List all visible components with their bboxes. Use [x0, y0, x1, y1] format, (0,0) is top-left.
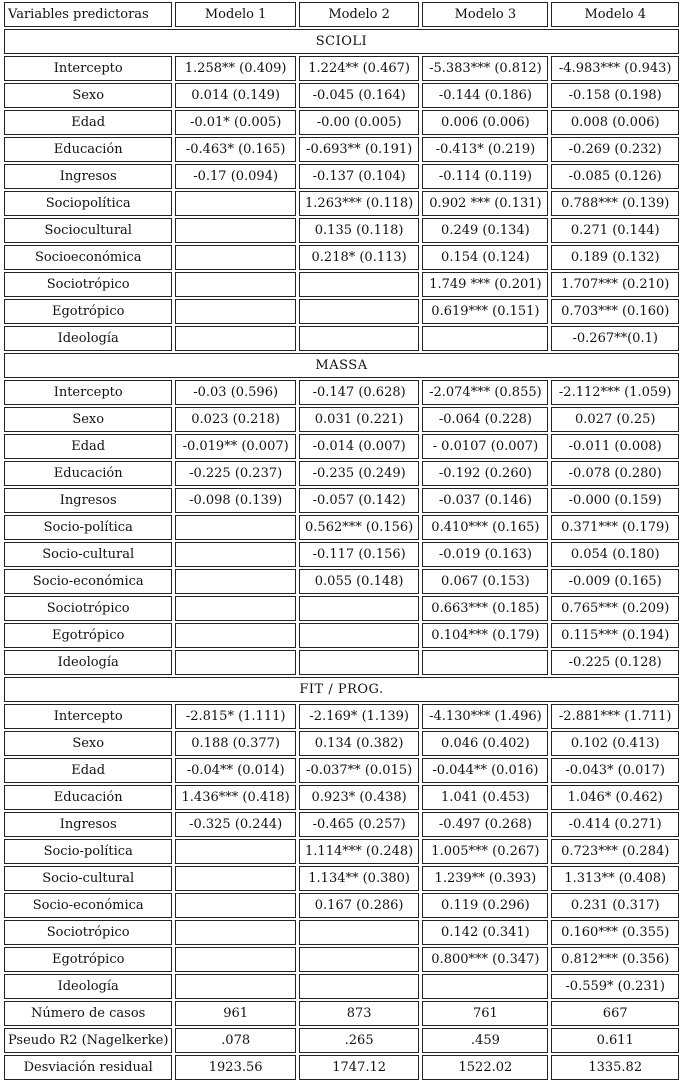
cell-model-1: 0.188 (0.377)	[175, 731, 295, 756]
cell-model-1: -0.098 (0.139)	[175, 488, 295, 513]
cell-model-4: -0.085 (0.126)	[551, 164, 679, 189]
cell-model-3: -0.037 (0.146)	[422, 488, 548, 513]
cell-model-3: 0.663*** (0.185)	[422, 596, 548, 621]
cell-model-4: 0.765*** (0.209)	[551, 596, 679, 621]
cell-model-4: 1335.82	[551, 1055, 679, 1080]
cell-model-3: 0.249 (0.134)	[422, 218, 548, 243]
cell-model-2	[299, 974, 419, 999]
table-row	[4, 515, 679, 540]
cell-model-1	[175, 623, 295, 648]
cell-model-2	[299, 947, 419, 972]
table-row	[4, 920, 679, 945]
summary-row	[4, 1001, 679, 1026]
cell-model-4: 0.812*** (0.356)	[551, 947, 679, 972]
cell-model-1: -0.17 (0.094)	[175, 164, 295, 189]
cell-model-2: -0.117 (0.156)	[299, 542, 419, 567]
cell-model-2: 0.031 (0.221)	[299, 407, 419, 432]
cell-model-3: 0.142 (0.341)	[422, 920, 548, 945]
cell-model-2: 1.134** (0.380)	[299, 866, 419, 891]
cell-model-2	[299, 272, 419, 297]
cell-model-2: 1.114*** (0.248)	[299, 839, 419, 864]
cell-model-2: 0.055 (0.148)	[299, 569, 419, 594]
row-label: Socio-cultural	[4, 866, 172, 891]
cell-model-3: 1.005*** (0.267)	[422, 839, 548, 864]
row-label: Ingresos	[4, 164, 172, 189]
section-header-row	[4, 29, 679, 54]
table-row	[4, 110, 679, 135]
table-row	[4, 596, 679, 621]
cell-model-3	[422, 974, 548, 999]
cell-model-4: 0.115*** (0.194)	[551, 623, 679, 648]
cell-model-1: 1.436*** (0.418)	[175, 785, 295, 810]
row-label: Educación	[4, 461, 172, 486]
table-row	[4, 164, 679, 189]
row-label: Pseudo R2 (Nagelkerke)	[4, 1028, 172, 1053]
table-row	[4, 812, 679, 837]
cell-model-4: 0.027 (0.25)	[551, 407, 679, 432]
table-row	[4, 542, 679, 567]
cell-model-2: 1.263*** (0.118)	[299, 191, 419, 216]
cell-model-1	[175, 272, 295, 297]
cell-model-3: -0.144 (0.186)	[422, 83, 548, 108]
table-row	[4, 704, 679, 729]
cell-model-1	[175, 245, 295, 270]
cell-model-1: 961	[175, 1001, 295, 1026]
cell-model-4: -4.983*** (0.943)	[551, 56, 679, 81]
row-label: Ideología	[4, 326, 172, 351]
cell-model-2: -0.465 (0.257)	[299, 812, 419, 837]
row-label: Socio-económica	[4, 893, 172, 918]
table-row	[4, 623, 679, 648]
cell-model-3: -0.064 (0.228)	[422, 407, 548, 432]
table-row	[4, 137, 679, 162]
cell-model-2: .265	[299, 1028, 419, 1053]
cell-model-1: -0.019** (0.007)	[175, 434, 295, 459]
cell-model-4: 667	[551, 1001, 679, 1026]
cell-model-2: -0.147 (0.628)	[299, 380, 419, 405]
cell-model-1	[175, 326, 295, 351]
cell-model-3: -2.074*** (0.855)	[422, 380, 548, 405]
header-label: Variables predictoras	[4, 2, 172, 27]
cell-model-2	[299, 650, 419, 675]
cell-model-2: -0.014 (0.007)	[299, 434, 419, 459]
section-title: SCIOLI	[4, 29, 679, 54]
cell-model-4: -2.112*** (1.059)	[551, 380, 679, 405]
cell-model-4: -0.158 (0.198)	[551, 83, 679, 108]
cell-model-1: .078	[175, 1028, 295, 1053]
cell-model-2: -0.045 (0.164)	[299, 83, 419, 108]
table-row	[4, 758, 679, 783]
table-row	[4, 191, 679, 216]
cell-model-3: 0.902 *** (0.131)	[422, 191, 548, 216]
cell-model-4: -0.009 (0.165)	[551, 569, 679, 594]
row-label: Socio-política	[4, 515, 172, 540]
cell-model-1: -0.04** (0.014)	[175, 758, 295, 783]
row-label: Educación	[4, 785, 172, 810]
header-model-4: Modelo 4	[551, 2, 679, 27]
cell-model-2: -0.235 (0.249)	[299, 461, 419, 486]
cell-model-1: -0.225 (0.237)	[175, 461, 295, 486]
cell-model-4: 0.788*** (0.139)	[551, 191, 679, 216]
cell-model-4: 0.160*** (0.355)	[551, 920, 679, 945]
cell-model-1	[175, 191, 295, 216]
header-model-1: Modelo 1	[175, 2, 295, 27]
table-row	[4, 785, 679, 810]
table-row	[4, 947, 679, 972]
section-title: FIT / PROG.	[4, 677, 679, 702]
cell-model-3: 1.239** (0.393)	[422, 866, 548, 891]
cell-model-3: -0.192 (0.260)	[422, 461, 548, 486]
cell-model-1	[175, 299, 295, 324]
cell-model-2	[299, 920, 419, 945]
row-label: Socioeconómica	[4, 245, 172, 270]
row-label: Educación	[4, 137, 172, 162]
cell-model-4: -0.267**(0.1)	[551, 326, 679, 351]
cell-model-3: 0.119 (0.296)	[422, 893, 548, 918]
row-label: Edad	[4, 434, 172, 459]
cell-model-3: 0.410*** (0.165)	[422, 515, 548, 540]
cell-model-1	[175, 893, 295, 918]
cell-model-4: -0.269 (0.232)	[551, 137, 679, 162]
cell-model-4: -0.078 (0.280)	[551, 461, 679, 486]
row-label: Sociopolítica	[4, 191, 172, 216]
regression-table	[1, 0, 682, 1082]
cell-model-2: 0.923* (0.438)	[299, 785, 419, 810]
header-row	[4, 2, 679, 27]
summary-row	[4, 1055, 679, 1080]
table-row	[4, 245, 679, 270]
table-row	[4, 974, 679, 999]
cell-model-2	[299, 326, 419, 351]
cell-model-1	[175, 542, 295, 567]
row-label: Número de casos	[4, 1001, 172, 1026]
cell-model-1: 0.023 (0.218)	[175, 407, 295, 432]
table-row	[4, 56, 679, 81]
cell-model-3: -0.114 (0.119)	[422, 164, 548, 189]
cell-model-3: 0.067 (0.153)	[422, 569, 548, 594]
table-row	[4, 569, 679, 594]
row-label: Intercepto	[4, 380, 172, 405]
cell-model-2	[299, 299, 419, 324]
cell-model-2: 1.224** (0.467)	[299, 56, 419, 81]
section-title: MASSA	[4, 353, 679, 378]
cell-model-3: 1522.02	[422, 1055, 548, 1080]
cell-model-1: -0.325 (0.244)	[175, 812, 295, 837]
cell-model-3: -0.019 (0.163)	[422, 542, 548, 567]
cell-model-1: -0.01* (0.005)	[175, 110, 295, 135]
row-label: Desviación residual	[4, 1055, 172, 1080]
cell-model-1: 0.014 (0.149)	[175, 83, 295, 108]
cell-model-2: -0.693** (0.191)	[299, 137, 419, 162]
cell-model-1	[175, 596, 295, 621]
cell-model-4: 1.046* (0.462)	[551, 785, 679, 810]
cell-model-4: -2.881*** (1.711)	[551, 704, 679, 729]
table-row	[4, 488, 679, 513]
row-label: Egotrópico	[4, 947, 172, 972]
cell-model-3: .459	[422, 1028, 548, 1053]
row-label: Egotrópico	[4, 299, 172, 324]
header-model-3: Modelo 3	[422, 2, 548, 27]
cell-model-4: 0.008 (0.006)	[551, 110, 679, 135]
row-label: Sexo	[4, 731, 172, 756]
cell-model-2: -0.00 (0.005)	[299, 110, 419, 135]
table-row	[4, 839, 679, 864]
cell-model-2: -0.057 (0.142)	[299, 488, 419, 513]
row-label: Socio-política	[4, 839, 172, 864]
cell-model-4: 0.054 (0.180)	[551, 542, 679, 567]
cell-model-1	[175, 839, 295, 864]
cell-model-3: 1.749 *** (0.201)	[422, 272, 548, 297]
cell-model-1: 1923.56	[175, 1055, 295, 1080]
cell-model-3	[422, 650, 548, 675]
cell-model-4: 0.611	[551, 1028, 679, 1053]
table-row	[4, 866, 679, 891]
row-label: Intercepto	[4, 704, 172, 729]
cell-model-3: 0.046 (0.402)	[422, 731, 548, 756]
cell-model-3: -5.383*** (0.812)	[422, 56, 548, 81]
cell-model-3: -0.497 (0.268)	[422, 812, 548, 837]
row-label: Socio-cultural	[4, 542, 172, 567]
summary-row	[4, 1028, 679, 1053]
cell-model-3: - 0.0107 (0.007)	[422, 434, 548, 459]
cell-model-2	[299, 623, 419, 648]
cell-model-1	[175, 218, 295, 243]
cell-model-2: 1747.12	[299, 1055, 419, 1080]
cell-model-3: -4.130*** (1.496)	[422, 704, 548, 729]
cell-model-3: 0.006 (0.006)	[422, 110, 548, 135]
table-row	[4, 461, 679, 486]
cell-model-1	[175, 866, 295, 891]
table-row	[4, 731, 679, 756]
row-label: Sociocultural	[4, 218, 172, 243]
table-row	[4, 893, 679, 918]
cell-model-2: -0.037** (0.015)	[299, 758, 419, 783]
table-row	[4, 650, 679, 675]
cell-model-4: 1.707*** (0.210)	[551, 272, 679, 297]
cell-model-3	[422, 326, 548, 351]
row-label: Edad	[4, 758, 172, 783]
cell-model-1	[175, 515, 295, 540]
row-label: Sexo	[4, 407, 172, 432]
cell-model-2: 0.167 (0.286)	[299, 893, 419, 918]
cell-model-4: -0.043* (0.017)	[551, 758, 679, 783]
cell-model-4: 0.189 (0.132)	[551, 245, 679, 270]
regression-table-body	[4, 2, 679, 1080]
row-label: Edad	[4, 110, 172, 135]
table-row	[4, 218, 679, 243]
table-row	[4, 299, 679, 324]
cell-model-4: 0.723*** (0.284)	[551, 839, 679, 864]
header-model-2: Modelo 2	[299, 2, 419, 27]
row-label: Sociotrópico	[4, 596, 172, 621]
cell-model-2: -2.169* (1.139)	[299, 704, 419, 729]
cell-model-1	[175, 569, 295, 594]
row-label: Egotrópico	[4, 623, 172, 648]
cell-model-4: 0.102 (0.413)	[551, 731, 679, 756]
cell-model-4: 0.703*** (0.160)	[551, 299, 679, 324]
table-row	[4, 326, 679, 351]
cell-model-2: 0.135 (0.118)	[299, 218, 419, 243]
cell-model-1: 1.258** (0.409)	[175, 56, 295, 81]
cell-model-3: -0.044** (0.016)	[422, 758, 548, 783]
row-label: Ideología	[4, 974, 172, 999]
row-label: Sociotrópico	[4, 272, 172, 297]
cell-model-4: -0.011 (0.008)	[551, 434, 679, 459]
cell-model-2: 873	[299, 1001, 419, 1026]
cell-model-2: 0.134 (0.382)	[299, 731, 419, 756]
row-label: Ideología	[4, 650, 172, 675]
cell-model-3: 0.104*** (0.179)	[422, 623, 548, 648]
row-label: Ingresos	[4, 488, 172, 513]
table-row	[4, 272, 679, 297]
table-row	[4, 83, 679, 108]
cell-model-1	[175, 920, 295, 945]
cell-model-2: 0.562*** (0.156)	[299, 515, 419, 540]
cell-model-1: -2.815* (1.111)	[175, 704, 295, 729]
cell-model-4: 0.271 (0.144)	[551, 218, 679, 243]
cell-model-1: -0.463* (0.165)	[175, 137, 295, 162]
table-row	[4, 434, 679, 459]
cell-model-4: -0.225 (0.128)	[551, 650, 679, 675]
cell-model-1: -0.03 (0.596)	[175, 380, 295, 405]
row-label: Socio-económica	[4, 569, 172, 594]
cell-model-1	[175, 947, 295, 972]
cell-model-3: 0.800*** (0.347)	[422, 947, 548, 972]
section-header-row	[4, 677, 679, 702]
cell-model-2	[299, 596, 419, 621]
row-label: Intercepto	[4, 56, 172, 81]
cell-model-3: 1.041 (0.453)	[422, 785, 548, 810]
cell-model-2: 0.218* (0.113)	[299, 245, 419, 270]
cell-model-3: 0.154 (0.124)	[422, 245, 548, 270]
row-label: Sexo	[4, 83, 172, 108]
cell-model-1	[175, 974, 295, 999]
cell-model-4: 0.371*** (0.179)	[551, 515, 679, 540]
cell-model-4: -0.414 (0.271)	[551, 812, 679, 837]
cell-model-4: 1.313** (0.408)	[551, 866, 679, 891]
table-row	[4, 407, 679, 432]
cell-model-3: 761	[422, 1001, 548, 1026]
cell-model-3: -0.413* (0.219)	[422, 137, 548, 162]
cell-model-3: 0.619*** (0.151)	[422, 299, 548, 324]
cell-model-4: 0.231 (0.317)	[551, 893, 679, 918]
cell-model-4: -0.559* (0.231)	[551, 974, 679, 999]
cell-model-4: -0.000 (0.159)	[551, 488, 679, 513]
table-row	[4, 380, 679, 405]
cell-model-2: -0.137 (0.104)	[299, 164, 419, 189]
row-label: Sociotrópico	[4, 920, 172, 945]
cell-model-1	[175, 650, 295, 675]
section-header-row	[4, 353, 679, 378]
row-label: Ingresos	[4, 812, 172, 837]
